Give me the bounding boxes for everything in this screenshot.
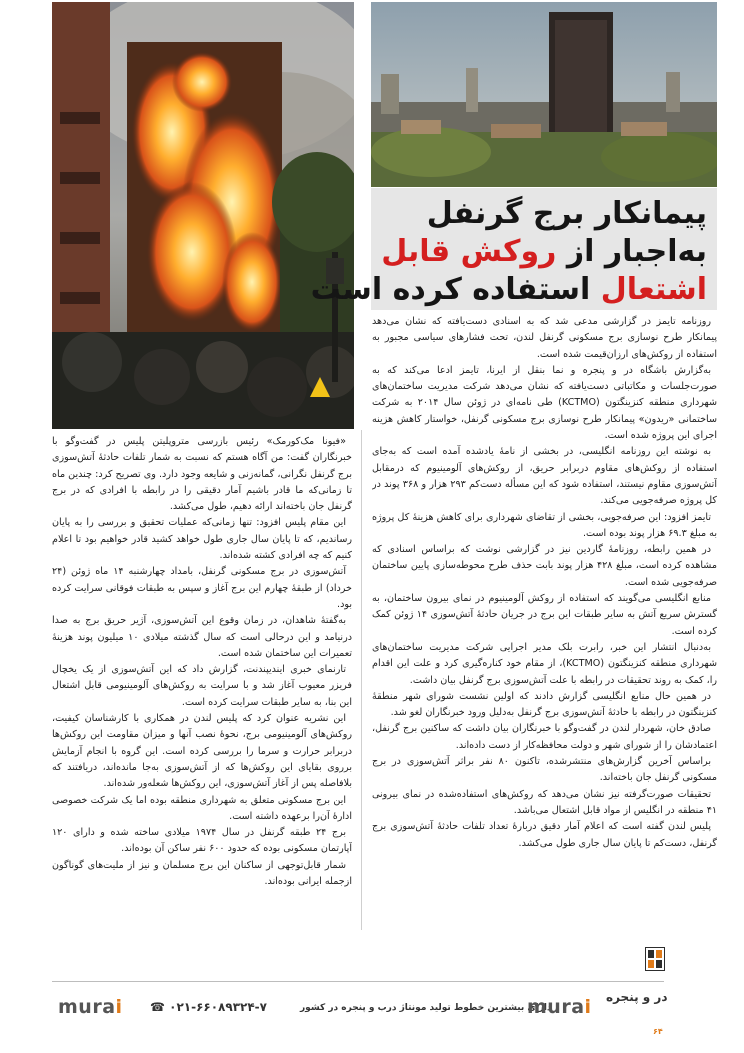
headline-line-3-highlight: اشتعال (600, 272, 707, 307)
paragraph: شمار قابل‌توجهی از ساکنان این برج مسلمان و نیز از ملیت‌های گوناگون ازجمله ایرانی بوده‌اند. (52, 859, 352, 888)
murat-logo-left (58, 996, 123, 1018)
paragraph: این مقام پلیس افزود: تنها زمانی‌که عملیات تحقیق و بررسی را به پایان رساندیم، که تا پایان سال جاری طول خواهد کشید قادر خواهیم بود تا اعلام کنیم که چه افرادی کشته شده‌اند. (52, 517, 352, 562)
paragraph: منابع انگلیسی می‌گویند که استفاده از روکش آلومینیوم در نمای بیرون ساختمان، به گسترش سریع آتش به سایر طبقات این برج در جریان حادثهٔ آتش‌سوزی ۱۴ ژوئن کمک کرده است. (372, 593, 717, 637)
paragraph: به‌گزارش باشگاه در و پنجره و نما بنقل از ایرنا، تایمز ادعا می‌کند که به صورت‌جلسات و مکاتباتی دست‌یافته که نشان می‌دهد شرکت مدیریت ساختمان‌های شهرداری منطقه کنزینگتون (KCTMO) طی نامه‌ای در ژوئن سال ۲۰۱۴ به شرکت ساختمانی «ریدون» پیمانکار طرح نوسازی برج مسکونی گرنفل، خواستار کاهش هزینه اجرای این پروژه شده است. (372, 364, 717, 442)
paragraph: این نشریه عنوان کرد که پلیس لندن در همکاری با کارشناسان کیفیت، روکش‌های آلومینیومی برج، نحوهٔ نصب آنها و میزان مقاومت این روکش‌ها دربرابر حرارت و سرما را بررسی کرده است. این گروه با انجام آزمایش برروی بقایای این روکش‌ها که از آتش‌سوزی به‌جا مانده‌اند، دریافتند که بلافاصله پس از آغاز آتش‌سوزی، این روکش‌ها شعله‌ور شده‌اند. (52, 713, 352, 790)
burning-tower-photo (52, 2, 354, 429)
phone-number: ☎ ۰۲۱-۶۶۰۸۹۳۲۴-۷ (150, 1000, 267, 1014)
brand-text: mura (527, 996, 585, 1018)
paragraph: تایمز افزود: این صرفه‌جویی، بخشی از تقاضای شهرداری برای کاهش هزینهٔ کل پروژه به مبلغ ۶۹.۳ هزار پوند بوده است. (372, 511, 717, 539)
paragraph: به‌گفتهٔ شاهدان، در زمان وقوع این آتش‌سوزی، آژیر حریق برج به صدا درنیامد و این درحالی است که سال گذشته میلادی ۱۰ میلیون پوند هزینهٔ تعمیرات این ساختمان شده است. (52, 615, 352, 659)
brand-text: mura (58, 996, 116, 1018)
headline-line-1: پیمانکار برج گرنفل (426, 196, 707, 231)
footer-tagline: دارای بیشترین خطوط تولید مونتاژ درب و پنجره در کشور (300, 1003, 552, 1013)
headline-block (310, 188, 717, 310)
article-right-column (372, 314, 717, 932)
magazine-logo-icon (645, 947, 665, 971)
headline-line-2 (381, 234, 707, 269)
headline-line-3 (311, 272, 707, 307)
headline-line-3-suffix: استفاده کرده است (310, 272, 591, 307)
article-left-column (52, 434, 352, 932)
brand-accent: i (115, 996, 123, 1018)
paragraph: براساس آخرین گزارش‌های منتشرشده، تاکنون ۸۰ نفر براثر آتش‌سوزی در برج مسکونی گرنفل جان باخته‌اند. (372, 756, 717, 784)
page-number: ۶۴ (653, 1027, 663, 1036)
paragraph: در همین رابطه، روزنامهٔ گاردین نیز در گزارشی نوشت که براساس اسنادی که مشاهده کرده است، مبلغ ۴۲۸ هزار پوند بابت حذف طرح محوطه‌سازی پایین ساختمان صرفه‌جویی شده است. (372, 544, 717, 588)
paragraph: تحقیقات صورت‌گرفته نیز نشان می‌دهد که روکش‌های استفاده‌شده در نمای بیرونی ۴۱ منطقه در انگلیس از مواد قابل اشتعال می‌باشد. (372, 788, 717, 816)
paragraph: پلیس لندن گفته است که اعلام آمار دقیق دربارهٔ تعداد تلفات حادثهٔ آتش‌سوزی برج گرنفل، دست‌کم تا پایان سال جاری طول می‌کشد. (372, 821, 717, 849)
paragraph: برج ۲۴ طبقه گرنفل در سال ۱۹۷۴ میلادی ساخته شده و دارای ۱۲۰ آپارتمان مسکونی بوده که حدود ۶۰۰ نفر ساکن آن بوده‌اند. (52, 827, 352, 855)
paragraph: به‌دنبال انتشار این خبر، رابرت بلک مدیر اجرایی شرکت مدیریت ساختمان‌های شهرداری منطقه کنزینگتون (KCTMO)، از مقام خود کناره‌گیری کرد و علت این اقدام را، کمک به روند تحقیقات در رابطه با علت آتش‌سوزی برج گرنفل بیان داشت. (372, 641, 717, 686)
paragraph: روزنامه تایمز در گزارشی مدعی شد که به اسنادی دست‌یافته که نشان می‌دهد پیمانکار طرح نوسازی برج مسکونی گرنفل لندن، تحت فشارهای سیاسی مجبور به استفاده از روکش‌های ارزان‌قیمت شده است. (372, 316, 717, 360)
paragraph: آتش‌سوزی در برج مسکونی گرنفل، بامداد چهارشنبه ۱۴ ماه ژوئن (۲۴ خرداد) از طبقهٔ چهارم این برج آغاز و سپس به طبقات فوقانی سرایت کرده بود. (52, 566, 352, 610)
paragraph: صادق خان، شهردار لندن در گفت‌وگو با خبرنگاران بیان داشت که ساکنین برج گرنفل، اعتمادشان را از شورای شهر و دولت محافظه‌کار از دست داده‌اند. (372, 723, 717, 751)
headline-line-2-highlight: روکش قابل (381, 234, 557, 269)
murat-logo-right (527, 996, 592, 1018)
headline-line-2-prefix: به‌اجبار از (566, 234, 707, 269)
paragraph: «فیونا مک‌کورمک» رئیس بازرسی متروپلیتن پلیس در گفت‌وگو با خبرنگاران گفت: من آگاه هستم که نسبت به شمار تلفات حادثهٔ آتش‌سوزی برج گرنفل نگرانی، گمانه‌زنی و شایعه وجود دارد. وی تصریح کرد: چندین ماه تا زمانی‌که ما قادر باشیم آمار دقیقی را در رابطه با افرادی که در برج گرنفل جان باخته‌اند ارائه دهیم، طول می‌کشد. (52, 436, 352, 513)
brand-accent: i (584, 996, 592, 1018)
burnt-tower-photo (371, 2, 717, 187)
footer-rule (52, 981, 664, 982)
paragraph: این برج مسکونی متعلق به شهرداری منطقه بوده اما یک شرکت خصوصی ادارهٔ آن‌را برعهده داشته است. (52, 794, 352, 822)
paragraph: در همین حال منابع انگلیسی گزارش دادند که اولین نشست شورای شهر منطقهٔ کنزینگتون در رابطه با حادثهٔ آتش‌سوزی برج گرنفل به‌دلیل ورود خبرنگاران لغو شد. (372, 690, 717, 719)
paragraph: به نوشته این روزنامه انگلیسی، در بخشی از نامهٔ یادشده آمده است که به‌جای استفاده از روکش‌های مقاوم دربرابر حریق، از روکش‌های آلومینیوم که درمقابل آتش‌سوزی مقاوم نیستند، استفاده شود که این مسأله دست‌کم ۲۹۳ هزار و ۳۶۸ پوند در کل پروژه صرفه‌جویی می‌کند. (372, 446, 717, 507)
column-divider (361, 430, 362, 930)
magazine-name: در و پنجره (606, 990, 668, 1004)
paragraph: تارنمای خبری ایندیپندنت، گزارش داد که این آتش‌سوزی از یک یخچال فریزر معیوب آغاز شد و با سرایت به روکش‌های آلومینیومی قابل اشتعال این بنا، به سایر طبقات سرایت کرده است. (52, 664, 352, 708)
